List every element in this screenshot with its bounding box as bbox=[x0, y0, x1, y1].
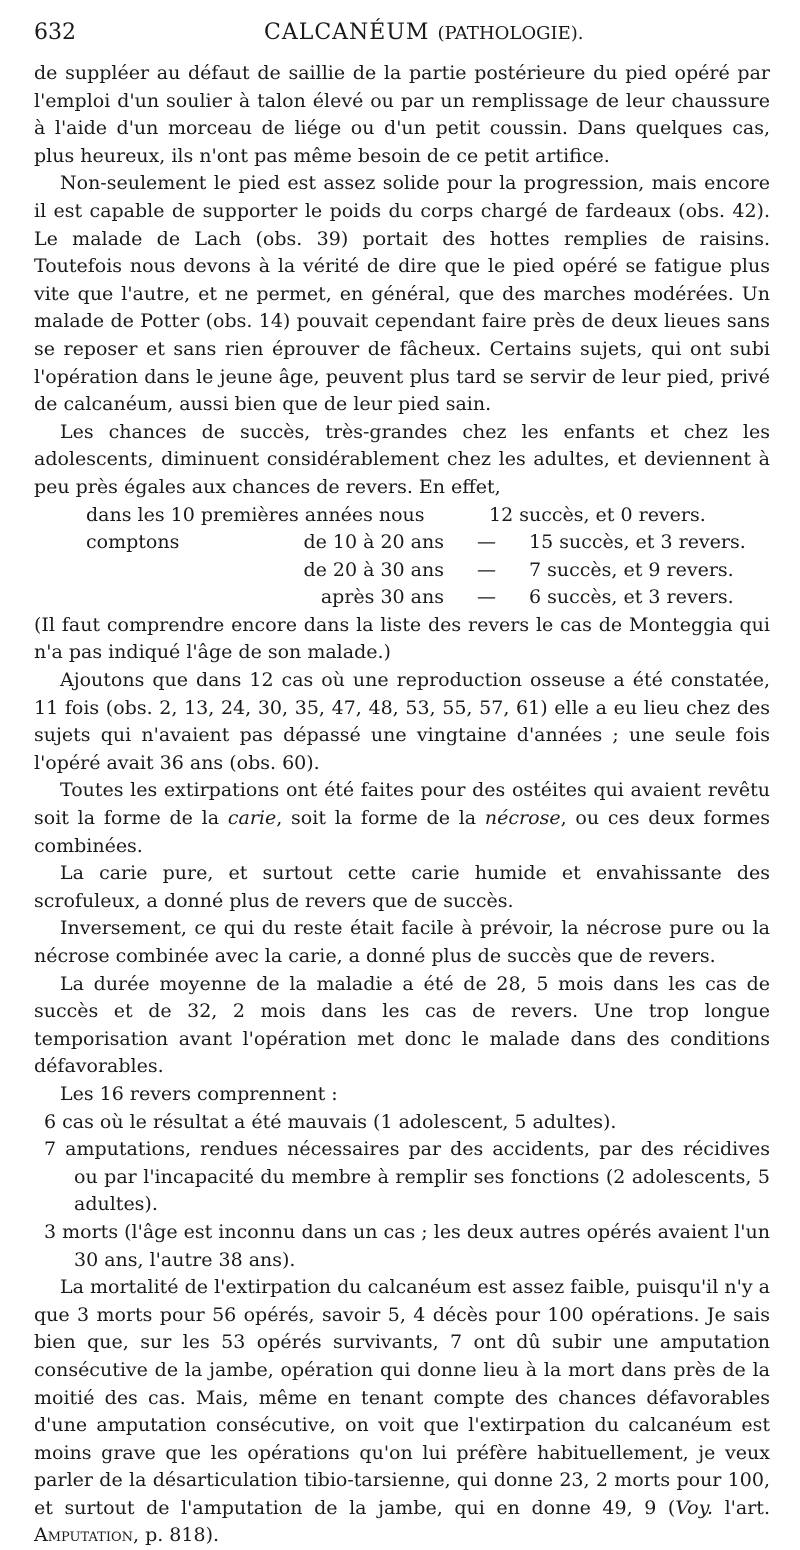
list-item: 3 morts (l'âge est inconnu dans un cas ; les deux autres opérés avaient l'un 30 ans, l'autre 38 ans). bbox=[44, 1220, 770, 1271]
stat-value: 7 succès, et 9 revers. bbox=[529, 558, 734, 581]
body-text bbox=[34, 60, 770, 1550]
emphasis-necrose: nécrose bbox=[484, 807, 561, 830]
emphasis-voy: Voy. bbox=[675, 1496, 713, 1519]
text-span: Toutes les extirpations ont été faites pour des ostéites qui avaient revêtu soit la forme de la bbox=[34, 779, 770, 830]
stat-value: 12 succès, et 0 revers. bbox=[489, 503, 706, 526]
paragraph-continuation: de suppléer au défaut de saillie de la partie postérieure du pied opéré par l'emploi d'un soulier à talon élevé ou par un remplissage de leur chaussure à l'aide d'un morceau de liége ou d'un petit coussin. Dans quelques cas, plus heureux, ils n'ont pas même besoin de ce petit artifice. bbox=[34, 62, 770, 167]
paragraph-forms bbox=[34, 777, 770, 860]
paragraph-reproduction: Ajoutons que dans 12 cas où une reproduction osseuse a été constatée, 11 fois (obs. 2, 13, 24, 30, 35, 47, 48, 53, 55, 57, 61) elle a eu lieu chez des sujets qui n'avaient pas dépassé une vingtaine d'années ; une seule fois l'opéré avait 36 ans (obs. 60). bbox=[34, 669, 770, 774]
text-span: , ou ces deux formes combinées. bbox=[34, 807, 770, 857]
running-title-subtitle: (PATHOLOGIE). bbox=[437, 23, 584, 44]
running-header bbox=[34, 20, 770, 60]
stat-dash: — bbox=[477, 531, 496, 554]
stat-dash: — bbox=[477, 586, 496, 609]
running-title-main: CALCANÉUM bbox=[264, 20, 430, 45]
paragraph-mortalite bbox=[34, 1274, 770, 1550]
stat-label: de 20 à 30 ans bbox=[303, 558, 444, 581]
paragraph-chances: Les chances de succès, très-grandes chez les enfants et chez les adolescents, diminuent considérablement chez les adultes, et deviennent à peu près égales aux chances de revers. En effet, bbox=[34, 420, 770, 498]
text-span: La mortalité de l'extirpation du calcanéum est assez faible, puisqu'il n'y a que 3 morts pour 56 opérés, savoir 5, 4 décès pour 100 opérations. Je sais bien que, sur les 53 opérés survivants, 7 ont dû subir une amputation consécutive de la jambe, opération qui donne lieu à la mort dans près de la moitié des cas. Mais, même en tenant compte des chances défavorables d'une amputation consécutive, on voit que l'extirpation du calcanéum est moins grave que les opérations qu'on lui préfère habituellement, je veux parler de la désarticulation tibio-tarsienne, qui donne 23, 2 morts pour 100, et surtout de l'amputation de la jambe, qui en donne 49, 9 ( bbox=[34, 1276, 770, 1519]
text-span: , soit la forme de la bbox=[276, 807, 485, 830]
stat-value: 15 succès, et 3 revers. bbox=[529, 531, 746, 554]
stat-row bbox=[34, 529, 770, 557]
cross-reference-amputation: Amputation bbox=[34, 1524, 133, 1547]
list-item: 6 cas où le résultat a été mauvais (1 adolescent, 5 adultes). bbox=[44, 1110, 617, 1133]
text-span: l'art. bbox=[713, 1496, 770, 1519]
paragraph-necrose: Inversement, ce qui du reste était facile à prévoir, la nécrose pure ou la nécrose combinée avec la carie, a donné plus de succès que de revers. bbox=[34, 917, 770, 967]
stat-value: 6 succès, et 3 revers. bbox=[529, 586, 734, 609]
paragraph-carie-pure: La carie pure, et surtout cette carie humide et envahissante des scrofuleux, a donné plus de revers que de succès. bbox=[34, 862, 770, 912]
paragraph-revers-intro: Les 16 revers comprennent : bbox=[60, 1082, 338, 1105]
page-number: 632 bbox=[34, 20, 76, 45]
running-title bbox=[264, 20, 583, 45]
text-span: , p. 818). bbox=[132, 1524, 220, 1547]
stat-label: après 30 ans bbox=[320, 586, 444, 609]
age-statistics bbox=[34, 502, 770, 612]
list-item: 7 amputations, rendues nécessaires par des accidents, par des récidives ou par l'incapacité du membre à remplir ses fonctions (2 adolescents, 5 adultes). bbox=[44, 1138, 770, 1216]
paragraph-solidity: Non-seulement le pied est assez solide pour la progression, mais encore il est capable de supporter le poids du corps chargé de fardeaux (obs. 42). Le malade de Lach (obs. 39) portait des hottes remplies de raisins. Toutefois nous devons à la vérité de dire que le pied opéré se fatigue plus vite que l'autre, et ne permet, en général, que des marches modérées. Un malade de Potter (obs. 14) pouvait cependant faire près de deux lieues sans se reposer et sans rien éprouver de fâcheux. Certains sujets, qui ont subi l'opération dans le jeune âge, peuvent plus tard se servir de leur pied, privé de calcanéum, aussi bien que de leur pied sain. bbox=[34, 172, 770, 416]
stat-row bbox=[34, 584, 770, 612]
stat-dash: — bbox=[477, 558, 496, 581]
paragraph-duree: La durée moyenne de la maladie a été de 28, 5 mois dans les cas de succès et de 32, 2 mois dans les cas de revers. Une trop longue temporisation avant l'opération met donc le malade dans des conditions défavorables. bbox=[34, 972, 770, 1078]
stat-label: de 10 à 20 ans bbox=[303, 531, 444, 554]
stat-label: dans les 10 premières années nous comptons bbox=[86, 503, 425, 554]
emphasis-carie: carie bbox=[227, 807, 277, 830]
stat-row bbox=[34, 557, 770, 585]
paragraph-monteggia-note: (Il faut comprendre encore dans la liste des revers le cas de Monteggia qui n'a pas indiqué l'âge de son malade.) bbox=[34, 613, 770, 664]
